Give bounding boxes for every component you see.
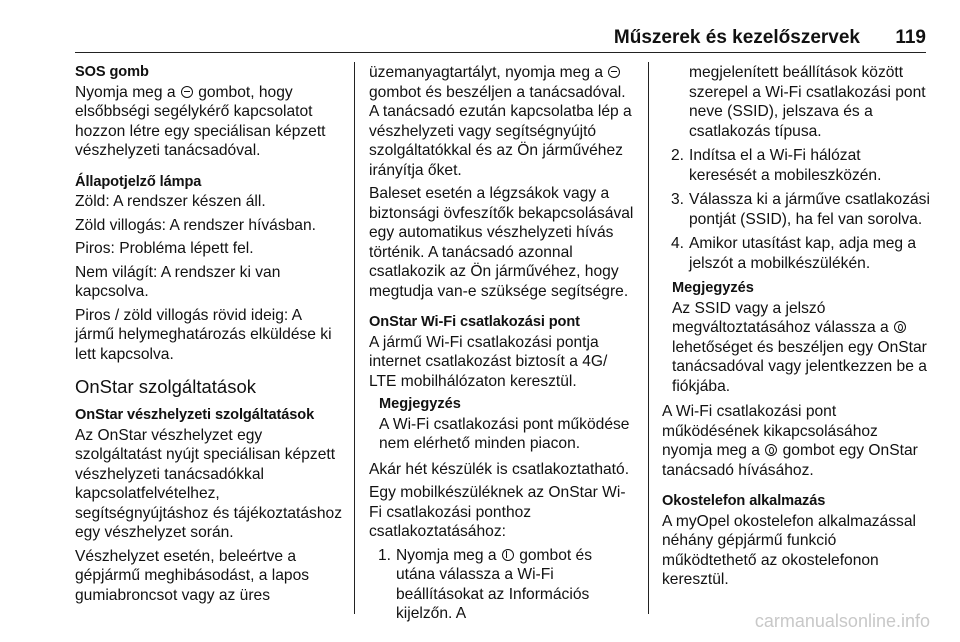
note-text: Az SSID vagy a jelszó megváltoztatásához válassza a lehetőséget és beszéljen egy OnStar tanácsadóval vagy jelentkezzen be a fiókjába. [672,299,927,395]
step-1-continued: megjelenített beállítások között szerepel a Wi-Fi csatlakozási pont neve (SSID), jelszava és a csatlakozás típusa. [689,64,926,140]
emergency-heading: OnStar vészhelyzeti szolgáltatások [75,407,315,423]
onstar-button-icon [894,321,906,333]
step-4: 4. Amikor utasítást kap, adja meg a jelszót a mobilkészülékén. [671,235,917,272]
column-3 [662,63,930,594]
column-1 [75,63,343,609]
connect-steps [369,546,635,624]
wifi-heading: OnStar Wi-Fi csatlakozási pont [369,314,580,330]
emergency-cont-paragraph: üzemanyagtartályt, nyomja meg a gombot és beszéljen a tanácsadóval. A tanácsadó ezután kapcsolatba lép a vészhelyzeti vagy segítségnyújtó szolgáltatókkal és az Ön járművéhez irányítja őket. [369,64,632,179]
wifi-off-paragraph: A Wi-Fi csatlakozási pont működésének kikapcsolásához nyomja meg a gombot egy OnStar tanácsadó hívásához. [662,403,918,479]
column-2 [369,63,635,630]
status-red: Piros: Probléma lépett fel. [75,240,254,257]
onstar-button-icon [765,444,777,456]
sos-button-icon [608,66,620,78]
watermark: carmanualsonline.info [754,611,930,631]
note-text: A Wi-Fi csatlakozási pont működése nem elérhető minden piacon. [379,415,630,452]
sos-heading: SOS gomb [75,64,149,80]
status-off: Nem világít: A rendszer ki van kapcsolva. [75,263,281,300]
connect-intro: Egy mobilkészüléknek az OnStar Wi-Fi csatlakozási ponthoz csatlakoztatásához: [369,484,626,540]
step-1: 1. Nyomja meg a gombot és utána válassza a Wi-Fi beállításokat az Információs kijelzőn. A [378,546,593,622]
wifi-note [379,395,635,454]
app-heading: Okostelefon alkalmazás [662,493,826,509]
status-lamp-heading: Állapotjelző lámpa [75,173,202,190]
app-paragraph: A myOpel okostelefon alkalmazással néhány gépjármű funkció működtethető az okostelefonon keresztül. [662,512,916,588]
column-divider-1 [354,62,355,614]
sos-button-icon [181,86,193,98]
devices-paragraph: Akár hét készülék is csatlakoztatható. [369,460,630,478]
status-green-blink: Zöld villogás: A rendszer hívásban. [75,216,316,234]
emergency-continued: Vészhelyzet esetén, beleértve a gépjármű meghibásodást, a lapos gumiabroncsot vagy az üres [75,547,310,604]
page-number: 119 [895,27,926,48]
step-3: 3. Válassza ki a járműve csatlakozási pontját (SSID), ha fel van sorolva. [671,191,930,228]
ssid-note [672,279,930,396]
status-red-green: Piros / zöld villogás rövid ideig: A jármű helymeghatározás elküldése ki lett kapcsolva. [75,306,332,363]
services-title: OnStar szolgáltatások [75,376,256,397]
column-divider-2 [648,62,649,614]
status-green: Zöld: A rendszer készen áll. [75,193,266,210]
header-divider [75,52,926,53]
chapter-title: Műszerek és kezelőszervek [613,27,860,48]
wifi-paragraph: A jármű Wi-Fi csatlakozási pontja internet csatlakozást biztosít a 4G/ LTE mobilhálózaton keresztül. [369,333,608,390]
emergency-paragraph: Az OnStar vészhelyzet egy szolgáltatást nyújt speciálisan képzett vészhelyzeti tanácsadókkal kapcsolatfelvételhez, segítségnyújtáshoz és tájékoztatáshoz egy vészhelyzet során. [75,426,342,541]
step-2: 2. Indítsa el a Wi-Fi hálózat keresését a mobileszközén. [671,147,882,184]
airbag-paragraph: Baleset esetén a légzsákok vagy a biztonsági övfeszítők bekapcsolásával egy automatikus vészhelyzeti hívás történik. A tanácsadó azonnal csatlakozik az Ön járművéhez, hogy megtudja van-e szüksége segítségre. [369,185,634,300]
sos-paragraph: Nyomja meg a gombot, hogy elsőbbségi segélykérő kapcsolatot hozzon létre egy speciálisan képzett vészhelyzeti tanácsadóval. [75,83,326,159]
page-header [0,0,960,56]
service-button-icon [502,549,514,561]
connect-steps-continued [662,63,930,273]
note-title: Megjegyzés [672,280,754,296]
note-title: Megjegyzés [379,396,461,412]
